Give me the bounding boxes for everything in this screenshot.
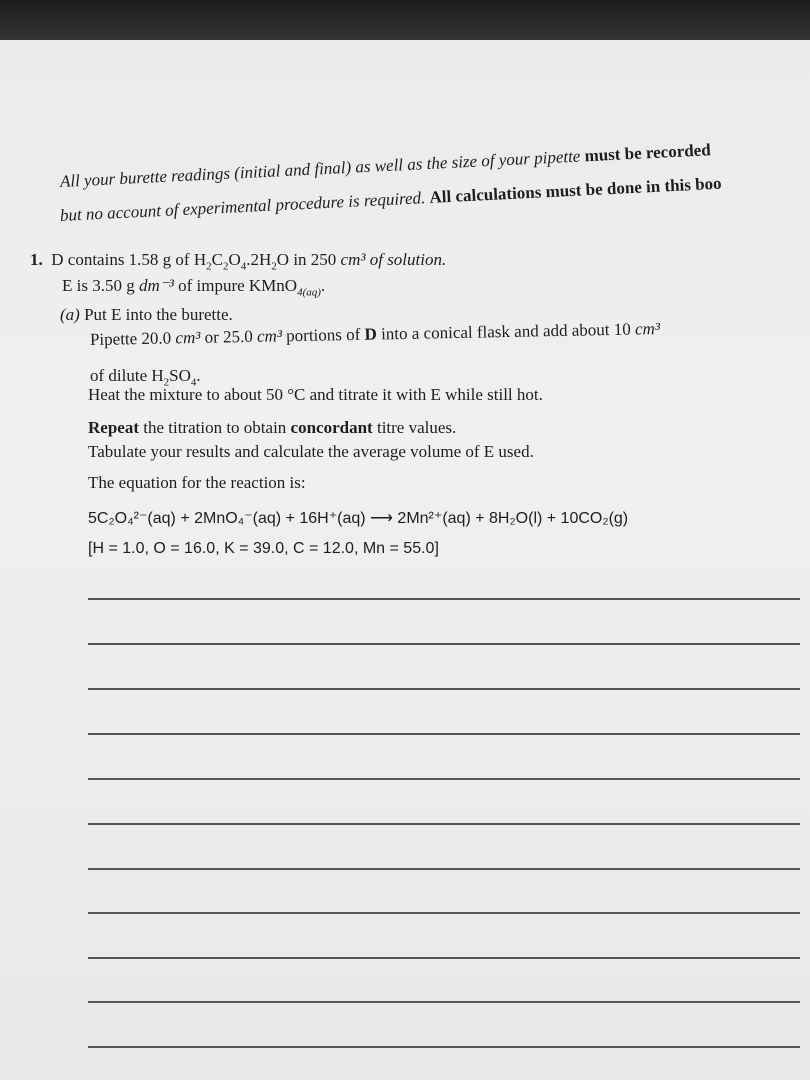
step-7: The equation for the reaction is:: [88, 473, 306, 492]
question-line-d: 1. D contains 1.58 g of $H_2C_2O_4.2H_2O$ in 250 cm³ of solution.: [30, 250, 447, 273]
answer-line: [88, 688, 800, 690]
instruction-text-2: but no account of experimental procedure is required.: [59, 188, 426, 225]
step-5-line: [88, 418, 456, 438]
unit-cm3-c: cm³: [634, 319, 661, 339]
answer-line: [88, 643, 800, 645]
step-5a: Repeat: [88, 418, 139, 437]
answer-line: [88, 733, 800, 735]
step-2c: portions of: [286, 324, 361, 346]
reaction-equation: 5C₂O₄²⁻(aq) + 2MnO₄⁻(aq) + 16H⁺(aq) ⟶ 2Mn²⁺(aq) + 8H₂O(l) + 10CO₂(g): [88, 510, 629, 527]
question-number: 1.: [30, 250, 43, 269]
step-3: of dilute H: [90, 366, 164, 385]
step-2a: Pipette 20.0: [89, 328, 172, 349]
step-4: Heat the mixture to about 50 °C and titrate it with E while still hot.: [88, 385, 543, 404]
step-2b: or 25.0: [204, 326, 253, 347]
d-text: D contains 1.58 g of H: [51, 250, 207, 269]
answer-line: [88, 868, 800, 870]
e-suffix: of impure KMnO: [178, 276, 298, 295]
step-5c: concordant: [290, 418, 373, 437]
instruction-bold-1: must be recorded: [584, 140, 712, 166]
instruction-text-1: All your burette readings (initial and final) as well as the size of your pipette: [59, 146, 581, 191]
answer-line: [88, 912, 800, 914]
answer-line: [88, 823, 800, 825]
part-a-line: [60, 305, 233, 325]
e-text: E is 3.50 g: [62, 276, 135, 295]
step-2d: into a conical flask and add about 10: [380, 319, 631, 344]
atomic-masses: [H = 1.0, O = 16.0, K = 39.0, C = 12.0, Mn = 55.0]: [88, 540, 439, 557]
answer-line: [88, 1046, 800, 1048]
part-a-label: (a): [60, 305, 80, 324]
step-6: Tabulate your results and calculate the average volume of E used.: [88, 442, 534, 461]
answer-line: [88, 778, 800, 780]
d-unit: cm³ of solution.: [340, 250, 447, 269]
answer-line: [88, 957, 800, 959]
step-1: Put E into the burette.: [84, 305, 233, 324]
unit-cm3-b: cm³: [256, 326, 283, 346]
step-5b: the titration to obtain: [143, 418, 287, 437]
question-line-e: E is 3.50 g dm⁻³ of impure KMnO$_{4(aq)}$.: [62, 276, 326, 299]
instruction-bold-2: All calculations must be done in this boo: [429, 173, 722, 207]
d-suffix: in 250: [293, 250, 337, 269]
answer-line: [88, 598, 800, 600]
step-3-line: of dilute $H_2SO_4$.: [90, 366, 201, 389]
step-2-line: Pipette 20.0 cm³ or 25.0 cm³ portions of D into a conical flask and add about 10 cm³: [89, 319, 661, 349]
step-5d: titre values.: [376, 418, 457, 437]
unit-cm3-a: cm³: [175, 327, 201, 348]
answer-line: [88, 1001, 800, 1003]
e-unit: dm⁻³: [138, 276, 174, 295]
